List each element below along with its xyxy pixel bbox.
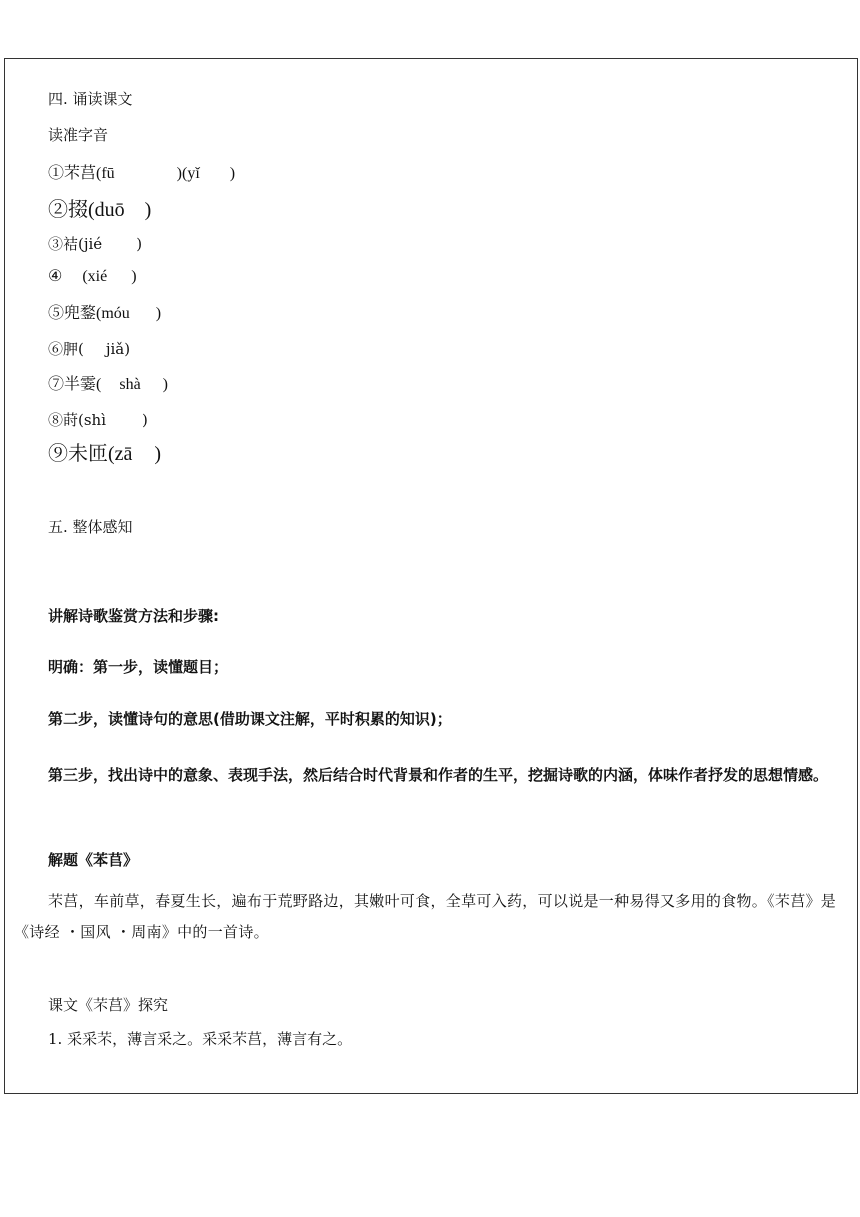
step-2: 第二步，读懂诗句的意思(借助课文注解，平时积累的知识)； xyxy=(48,710,452,728)
step-3: 第三步，找出诗中的意象、表现手法，然后结合时代背景和作者的生平，挖掘诗歌的内涵，体味作者抒发的思想情感。 xyxy=(48,766,829,784)
pronunciation-mid: (xié xyxy=(82,268,108,285)
pronunciation-mid: jiǎ) xyxy=(105,340,131,358)
pronunciation-item-6 xyxy=(48,338,130,359)
step-1: 明确：第一步，读懂题目； xyxy=(48,658,229,676)
pronunciation-prefix: ⑥胛( xyxy=(48,340,84,358)
pronunciation-item-9 xyxy=(48,437,161,466)
pronunciation-suffix: ) xyxy=(155,305,162,322)
pronunciation-prefix: ②掇(duō xyxy=(48,199,125,221)
pronunciation-prefix: ⑧莳(shì xyxy=(48,411,107,429)
pronunciation-item-4 xyxy=(48,266,137,286)
pronunciation-mid: shà xyxy=(119,376,141,393)
pronunciation-item-3 xyxy=(48,233,142,254)
pronunciation-item-1 xyxy=(48,160,235,183)
pronunciation-suffix: ) xyxy=(229,165,236,182)
pronunciation-prefix: ④ xyxy=(48,268,63,285)
explore-line-1: 1. 采采芣，薄言采之。采采芣莒，薄言有之。 xyxy=(48,1030,353,1048)
pronunciation-prefix: ⑤兜鍪(móu xyxy=(48,305,130,322)
pronunciation-prefix: ⑦半霎( xyxy=(48,376,102,393)
pronunciation-prefix: ⑨未匝(zā xyxy=(48,443,133,465)
recite-heading: 四. 诵读课文 xyxy=(48,90,133,108)
pronunciation-mid: )(yǐ xyxy=(176,165,200,182)
pronunciation-suffix: ) xyxy=(144,199,152,221)
pronunciation-suffix: ) xyxy=(154,443,162,465)
pronunciation-item-2 xyxy=(48,193,151,222)
method-intro: 讲解诗歌鉴赏方法和步骤: xyxy=(48,607,219,625)
pronounce-heading: 读准字音 xyxy=(48,126,109,144)
pronunciation-suffix: ) xyxy=(162,376,168,393)
pronunciation-suffix: ) xyxy=(131,268,137,285)
explore-heading: 课文《芣莒》探究 xyxy=(48,996,169,1014)
pronunciation-item-5 xyxy=(48,300,161,323)
title-explain-body: 芣莒，车前草，春夏生长，遍布于荒野路边，其嫩叶可食，全草可入药，可以说是一种易得又多用的食物。《芣莒》是《诗经 ・国风 ・周南》中的一首诗。 xyxy=(14,892,837,941)
pronunciation-item-8 xyxy=(48,409,148,430)
pronunciation-prefix: ①芣莒(fū xyxy=(48,165,115,182)
pronunciation-suffix: ) xyxy=(142,411,148,429)
overall-heading: 五. 整体感知 xyxy=(48,518,133,536)
pronunciation-item-7 xyxy=(48,371,168,394)
title-explain-heading: 解题《苯苢》 xyxy=(48,851,139,869)
pronunciation-suffix: ) xyxy=(136,235,143,253)
pronunciation-prefix: ③袺(jié xyxy=(48,235,103,253)
